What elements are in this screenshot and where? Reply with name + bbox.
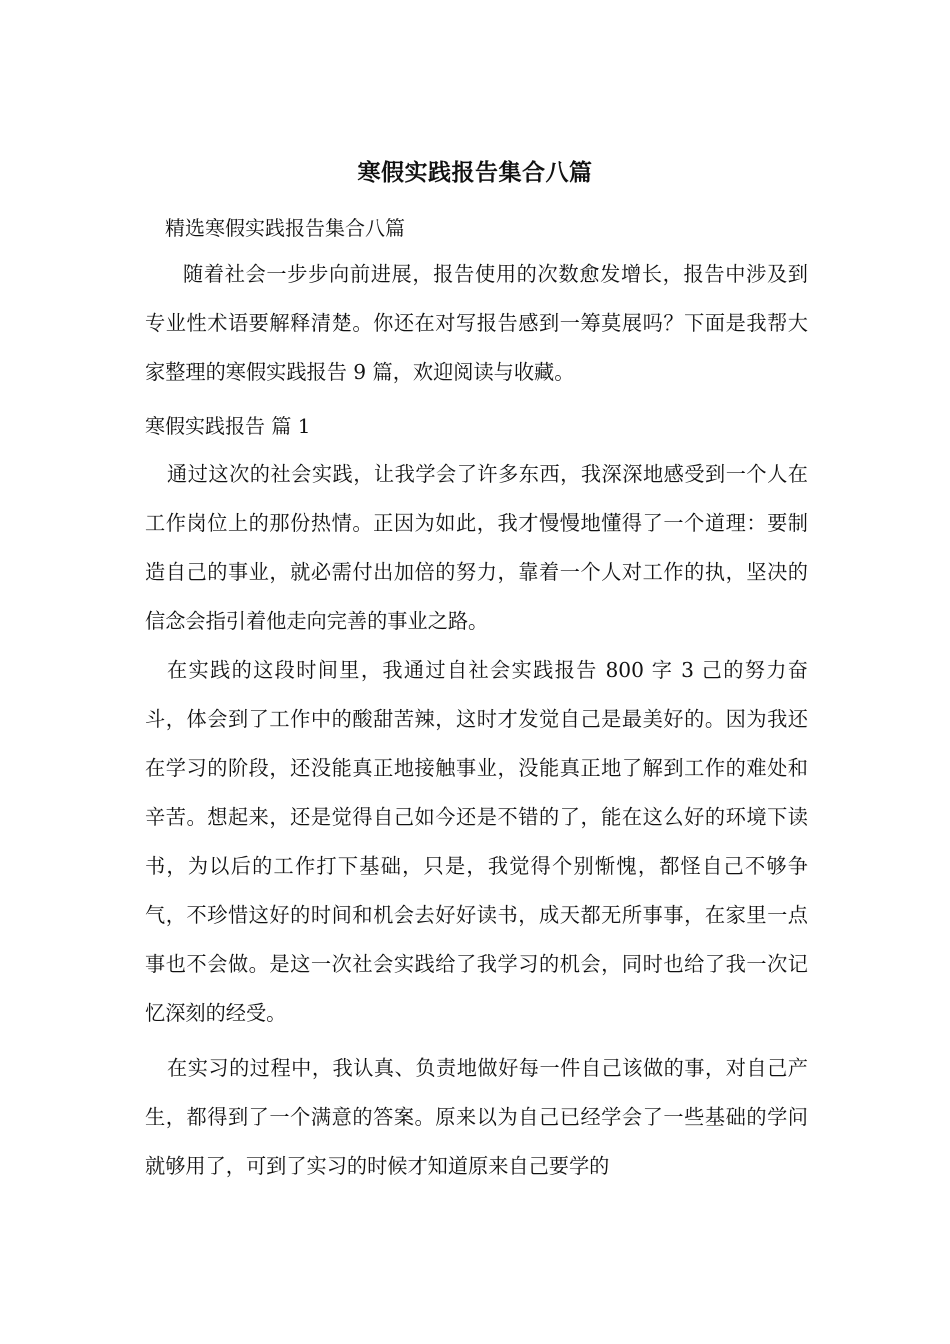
- intro-paragraph: [145, 250, 808, 397]
- paragraph-2: [145, 646, 808, 1038]
- section-heading: 寒假实践报告 篇 1: [145, 414, 311, 438]
- document-subtitle: 精选寒假实践报告集合八篇: [165, 216, 405, 240]
- intro-text: 随着社会一步步向前进展，报告使用的次数愈发增长，报告中涉及到专业性术语要解释清楚。你还在对写报告感到一筹莫展吗？下面是我帮大家整理的寒假实践报告 9 篇，欢迎阅读与收藏。: [145, 262, 808, 384]
- paragraph-text: 在实习的过程中，我认真、负责地做好每一件自己该做的事，对自己产生，都得到了一个满意的答案。原来以为自己已经学会了一些基础的学问就够用了，可到了实习的时候才知道原来自己要学的: [145, 1056, 808, 1178]
- paragraph-1: [145, 450, 808, 646]
- paragraph-3: [145, 1044, 808, 1191]
- document-title: 寒假实践报告集合八篇: [357, 159, 593, 186]
- paragraph-text: 在实践的这段时间里，我通过自社会实践报告 800 字 3 己的努力奋斗，体会到了工作中的酸甜苦辣，这时才发觉自己是最美好的。因为我还在学习的阶段，还没能真正地接触事业，没能真正地了解到工作的难处和辛苦。想起来，还是觉得自己如今还是不错的了，能在这么好的环境下读书，为以后的工作打下基础，只是，我觉得个别惭愧，都怪自己不够争气，不珍惜这好的时间和机会去好好读书，成天都无所事事，在家里一点事也不会做。是这一次社会实践给了我学习的机会，同时也给了我一次记忆深刻的经受。: [145, 658, 808, 1025]
- paragraph-text: 通过这次的社会实践，让我学会了许多东西，我深深地感受到一个人在工作岗位上的那份热情。正因为如此，我才慢慢地懂得了一个道理：要制造自己的事业，就必需付出加倍的努力，靠着一个人对工作的执，坚决的信念会指引着他走向完善的事业之路。: [145, 462, 808, 633]
